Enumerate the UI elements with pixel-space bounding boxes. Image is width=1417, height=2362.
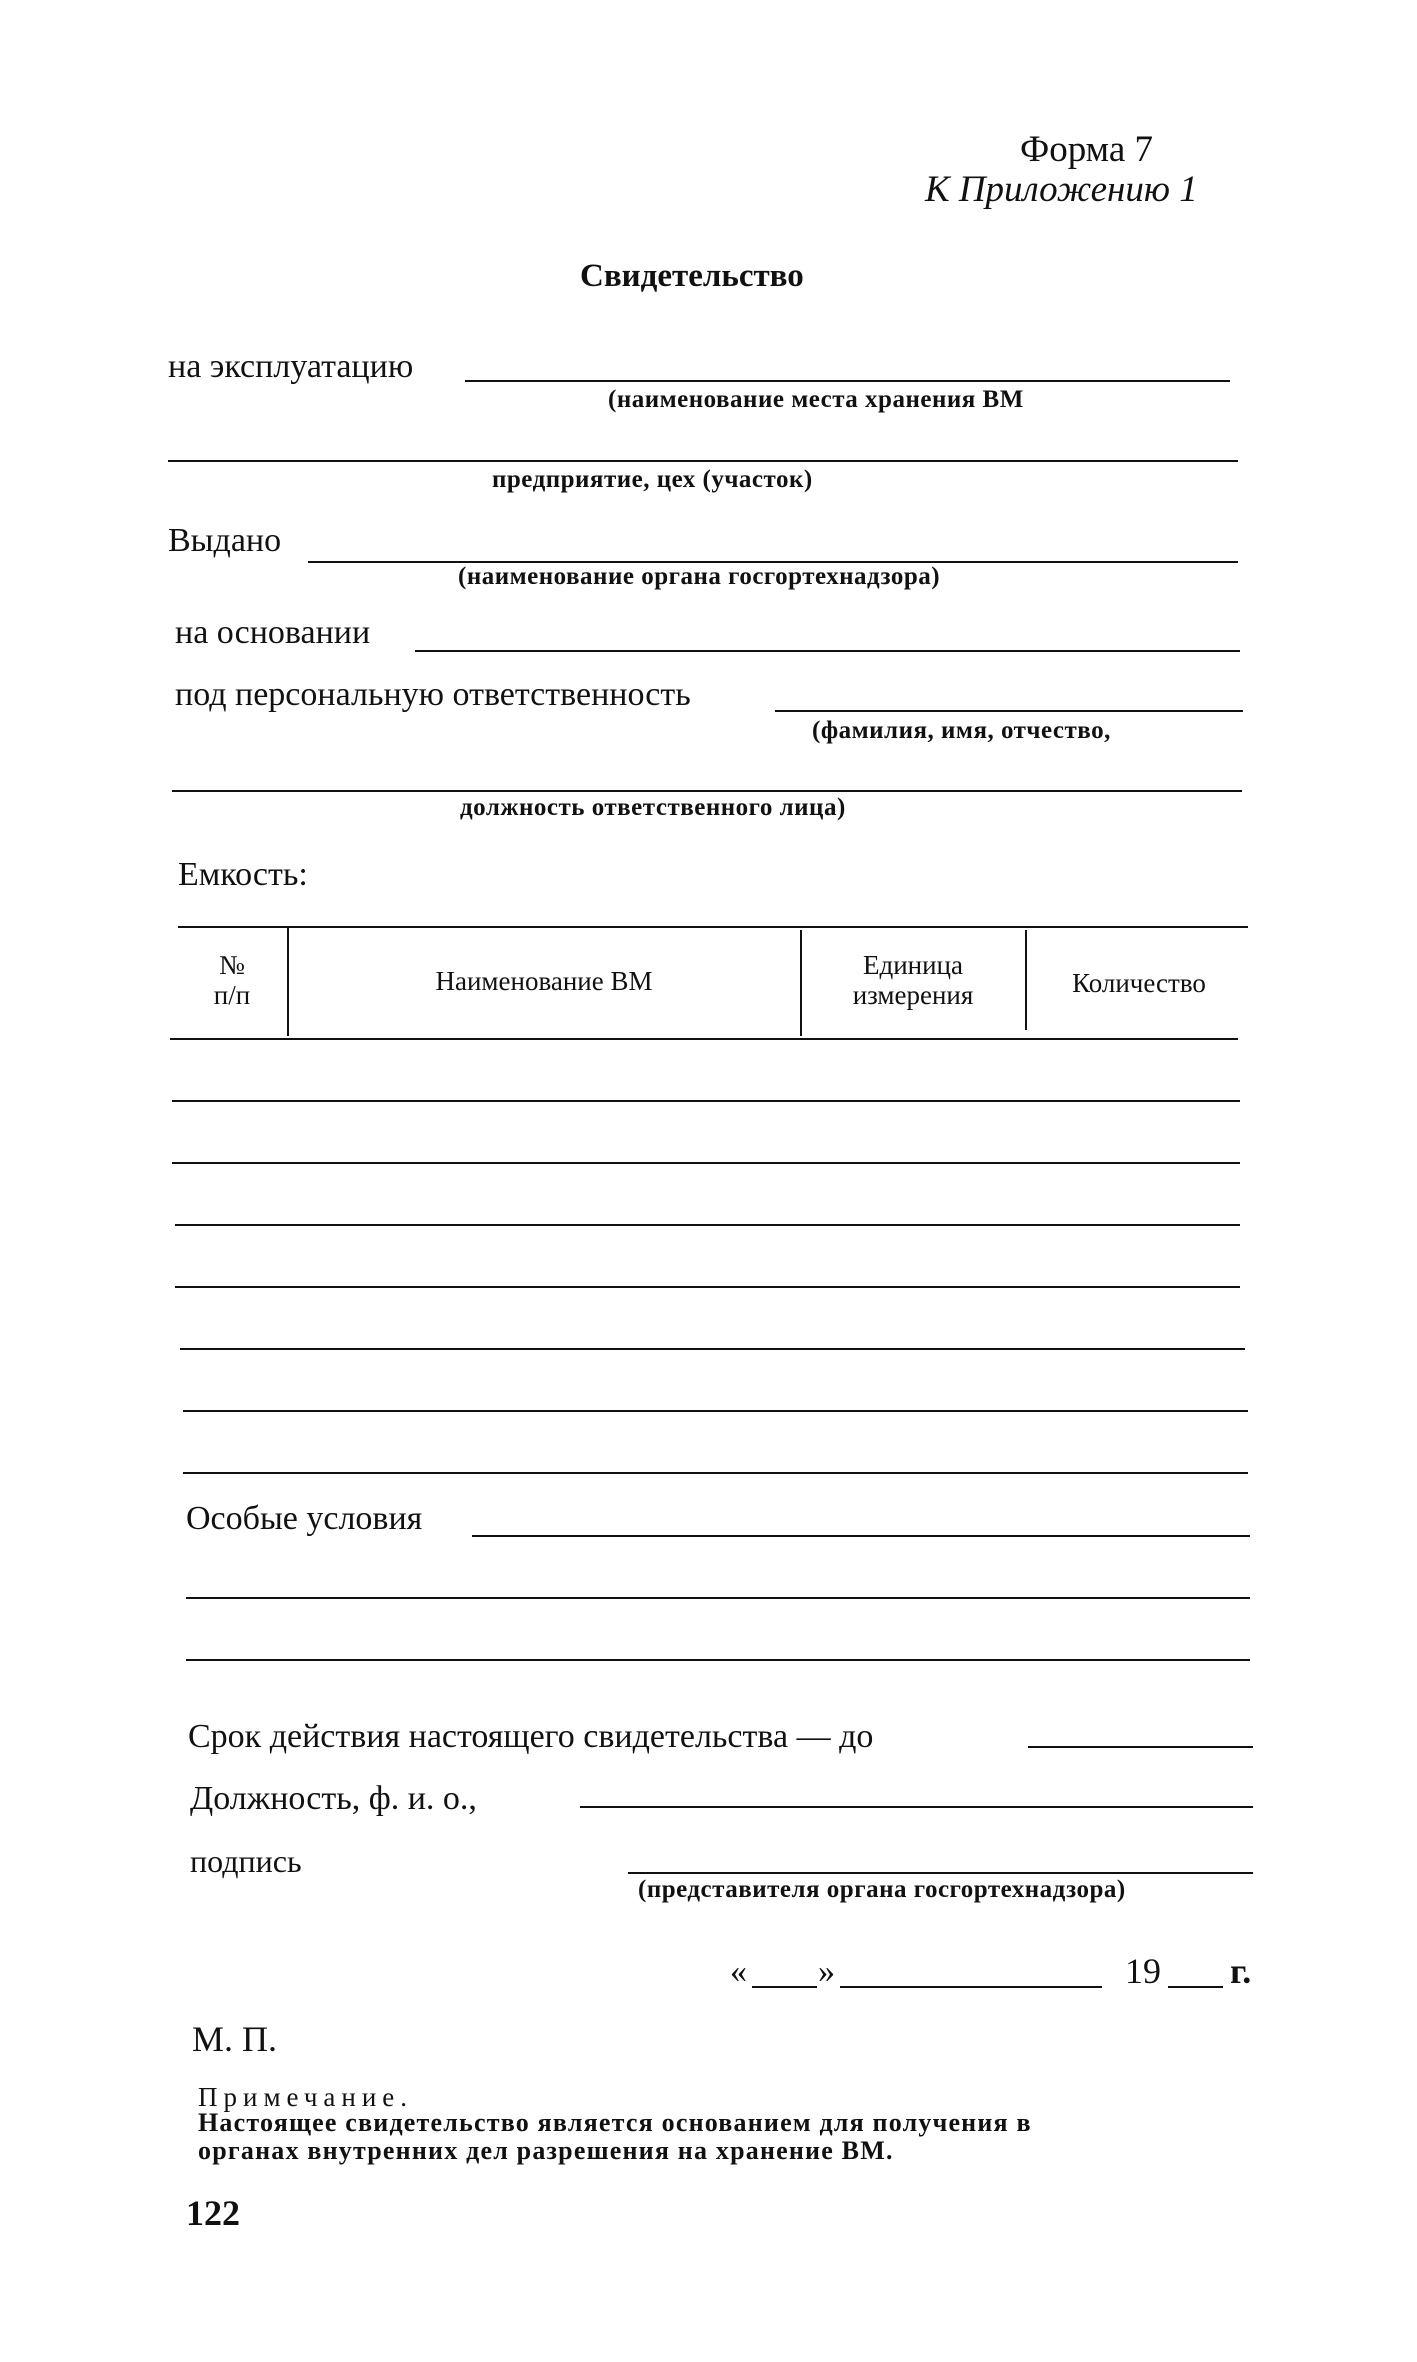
column-header-number (178, 950, 286, 1010)
date-day-line[interactable] (752, 1986, 817, 1988)
issued-caption: (наименование органа госгортехнадзора) (458, 563, 941, 590)
table-header-bottom-border (170, 1038, 1238, 1040)
table-top-border (178, 926, 1248, 928)
note-line-1: Настоящее свидетельство является основанием для получения в (198, 2108, 1032, 2137)
column-header-number-line1: № (219, 950, 245, 980)
column-header-quantity (1028, 968, 1250, 998)
note-heading: Примечание. (198, 2082, 414, 2112)
position-field-line[interactable] (172, 790, 1242, 792)
special-conditions-line[interactable] (186, 1597, 1250, 1599)
basis-label: на основании (175, 614, 371, 651)
enterprise-caption: предприятие, цех (участок) (492, 466, 813, 493)
page-title: Свидетельство (580, 258, 804, 294)
validity-date-line[interactable] (1028, 1746, 1253, 1748)
responsibility-field-line[interactable] (775, 710, 1243, 712)
enterprise-field-line[interactable] (168, 460, 1238, 462)
table-row[interactable] (183, 1472, 1248, 1474)
column-header-unit (803, 950, 1023, 1010)
column-header-unit-line1: Единица (862, 950, 963, 980)
special-conditions-line[interactable] (186, 1659, 1250, 1661)
page-number: 122 (186, 2193, 240, 2233)
column-header-number-line2: п/п (213, 980, 251, 1010)
date-open-quote: « (730, 1953, 747, 1990)
operation-field-line[interactable] (465, 380, 1230, 382)
column-header-name (290, 966, 798, 996)
signature-line[interactable] (628, 1872, 1253, 1874)
issued-label: Выдано (168, 522, 282, 559)
form-number: Форма 7 (1020, 129, 1154, 170)
operation-caption: (наименование места хранения ВМ (608, 386, 1024, 413)
special-conditions-label: Особые условия (186, 1500, 423, 1537)
signature-caption: (представителя органа госгортехнадзора) (638, 1876, 1126, 1903)
table-column-divider (1025, 930, 1027, 1030)
validity-label: Срок действия настоящего свидетельства — до (188, 1718, 874, 1755)
table-column-divider (287, 928, 289, 1036)
table-row[interactable] (175, 1224, 1240, 1226)
operation-label: на эксплуатацию (168, 348, 414, 385)
responsibility-label: под персональную ответственность (175, 676, 691, 713)
signature-label: подпись (190, 1843, 302, 1879)
column-header-name-text: Наименование ВМ (435, 966, 653, 996)
table-row[interactable] (180, 1348, 1245, 1350)
table-row[interactable] (172, 1100, 1240, 1102)
capacity-label: Емкость: (178, 856, 308, 893)
stamp-place: М. П. (192, 2019, 278, 2059)
date-close-quote: » (818, 1953, 835, 1990)
table-column-divider (800, 930, 802, 1036)
appendix-reference: К Приложению 1 (925, 169, 1198, 210)
position-caption: должность ответственного лица) (460, 794, 846, 821)
date-year-suffix: г. (1230, 1951, 1252, 1991)
table-row[interactable] (172, 1162, 1240, 1164)
date-month-line[interactable] (840, 1986, 1102, 1988)
official-name-line[interactable] (580, 1806, 1253, 1808)
date-year-line[interactable] (1168, 1986, 1223, 1988)
responsibility-caption: (фамилия, имя, отчество, (812, 717, 1111, 744)
date-year-prefix: 19 (1125, 1951, 1161, 1991)
table-row[interactable] (183, 1410, 1248, 1412)
column-header-quantity-text: Количество (1072, 968, 1206, 998)
note-line-2: органах внутренних дел разрешения на хранение ВМ. (198, 2136, 894, 2165)
official-label: Должность, ф. и. о., (190, 1780, 477, 1817)
column-header-unit-line2: измерения (852, 980, 974, 1010)
basis-field-line[interactable] (415, 650, 1240, 652)
table-row[interactable] (175, 1286, 1240, 1288)
special-conditions-line[interactable] (472, 1535, 1250, 1537)
